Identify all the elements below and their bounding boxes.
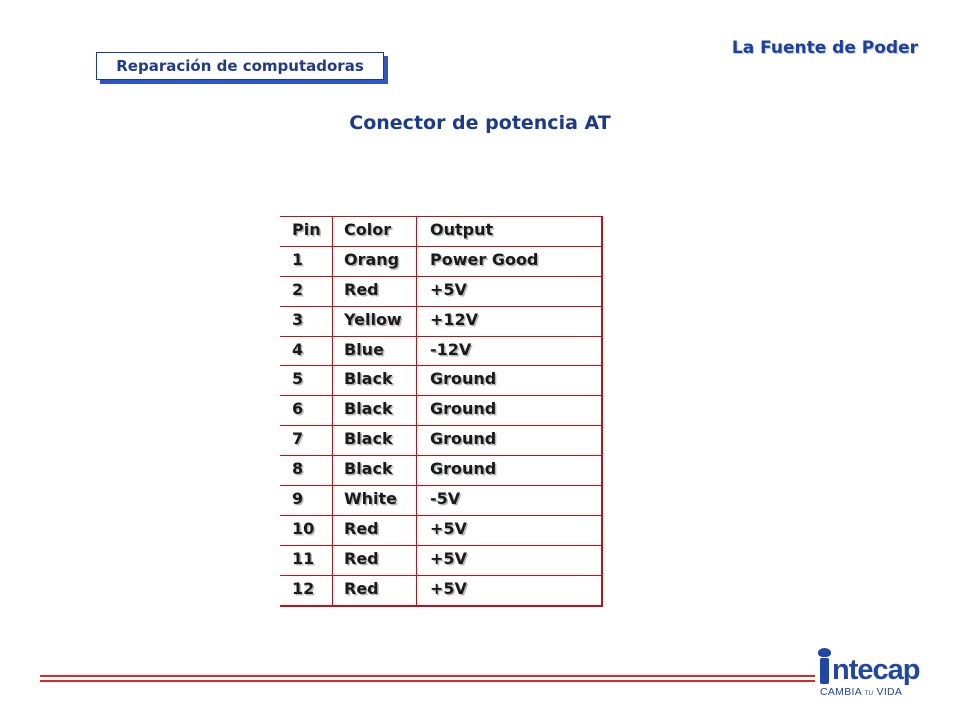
pin-cell: 8 — [292, 459, 304, 479]
color-cell: Red — [344, 518, 379, 538]
output-cell: Ground — [430, 369, 497, 389]
color-cell: Black — [344, 399, 393, 419]
table-row — [280, 575, 601, 605]
output-cell: -12V — [430, 339, 472, 359]
logo-tagline — [820, 686, 902, 698]
logo-tagline-word: CAMBIA — [820, 686, 862, 698]
table-row — [280, 395, 601, 425]
pin-cell: 6 — [292, 399, 304, 419]
color-cell: Black — [344, 369, 393, 389]
color-cell: Black — [344, 429, 393, 449]
pin-cell: 10 — [292, 518, 315, 538]
output-cell: +12V — [430, 309, 479, 329]
header-cell-pin: Pin — [292, 220, 321, 239]
table-row — [280, 276, 601, 306]
table-row — [280, 365, 601, 395]
table-row — [280, 425, 601, 455]
footer-line — [40, 680, 815, 682]
color-cell: Red — [344, 578, 379, 598]
pin-cell: 11 — [292, 548, 315, 568]
course-badge-label: Reparación de computadoras — [116, 57, 364, 75]
table-row — [280, 545, 601, 575]
section-title: La Fuente de Poder — [731, 38, 918, 58]
pin-cell: 9 — [292, 489, 304, 509]
table-row — [280, 246, 601, 276]
footer-rule — [40, 675, 815, 685]
slide-title: Conector de potencia AT — [349, 112, 611, 134]
color-cell: Red — [344, 279, 379, 299]
pin-cell: 2 — [292, 279, 304, 299]
table-row — [280, 515, 601, 545]
table-row — [280, 485, 601, 515]
table-header-row — [280, 216, 601, 246]
logo-tagline-word: VIDA — [876, 686, 903, 698]
output-cell: Ground — [430, 399, 497, 419]
color-cell: Yellow — [344, 309, 402, 329]
output-cell: Power Good — [430, 249, 539, 269]
output-cell: -5V — [430, 489, 461, 509]
color-cell: Blue — [344, 339, 384, 359]
color-cell: Red — [344, 548, 379, 568]
footer-line — [40, 675, 815, 677]
table-row — [280, 455, 601, 485]
output-cell: Ground — [430, 429, 497, 449]
logo-wordmark: ntecap — [832, 654, 920, 686]
color-cell: Orang — [344, 249, 400, 269]
output-cell: +5V — [430, 518, 467, 538]
table-row — [280, 306, 601, 336]
output-cell: +5V — [430, 578, 467, 598]
logo-i-stem-icon — [820, 658, 829, 684]
pin-cell: 12 — [292, 578, 315, 598]
color-cell: White — [344, 489, 398, 509]
pin-cell: 5 — [292, 369, 304, 389]
color-cell: Black — [344, 459, 393, 479]
pin-cell: 4 — [292, 339, 304, 359]
pin-cell: 7 — [292, 429, 304, 449]
pin-cell: 1 — [292, 249, 304, 269]
header-cell-output: Output — [430, 220, 494, 239]
pinout-table — [280, 216, 603, 607]
header-cell-color: Color — [344, 220, 392, 239]
output-cell: +5V — [430, 279, 467, 299]
logo-tagline-word: TU — [864, 691, 874, 697]
intecap-logo — [816, 648, 926, 704]
logo-i-dot-icon — [818, 648, 831, 657]
pin-cell: 3 — [292, 309, 304, 329]
output-cell: +5V — [430, 548, 467, 568]
course-badge — [96, 52, 384, 80]
output-cell: Ground — [430, 459, 497, 479]
table-row — [280, 336, 601, 366]
